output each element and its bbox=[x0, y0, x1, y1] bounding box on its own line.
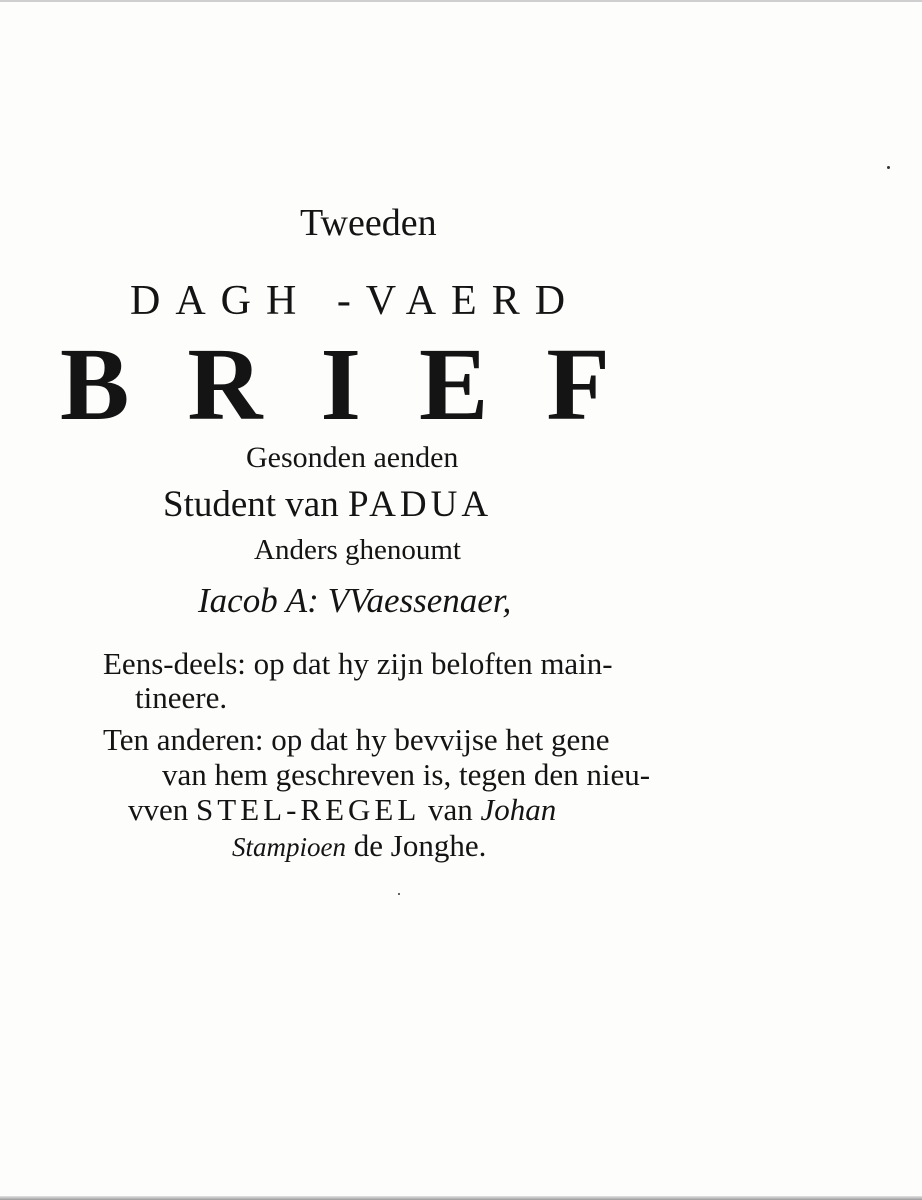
page-bottom-edge bbox=[0, 1196, 922, 1200]
ten-line3-b: van bbox=[428, 792, 473, 827]
purpose-ten-line3 bbox=[128, 794, 556, 825]
ten-line4-name: Stampioen bbox=[232, 832, 346, 862]
purpose-ten-line1: Ten anderen: op dat hy bevvijse het gene bbox=[103, 722, 610, 757]
address-student bbox=[163, 486, 492, 523]
address-anders: Anders ghenoumt bbox=[254, 534, 461, 566]
purpose-eens-line1: Eens-deels: op dat hy zijn beloften main- bbox=[103, 646, 613, 681]
ink-speck bbox=[398, 893, 400, 895]
purpose-ten-line2: van hem geschreven is, tegen den nieu- bbox=[162, 757, 651, 792]
ten-line3-name: Johan bbox=[480, 792, 557, 827]
ten-line3-stel-regel: STEL-REGEL bbox=[196, 792, 421, 827]
ten-line3-a: vven bbox=[128, 792, 189, 827]
purpose-eens-line2: tineere. bbox=[135, 680, 228, 715]
address-name: Iacob A: VVaessenaer, bbox=[198, 581, 512, 620]
ten-line4-rest: de Jonghe. bbox=[353, 828, 487, 863]
address-gesonden: Gesonden aenden bbox=[246, 441, 459, 474]
title-brief: BRIEF bbox=[60, 327, 668, 442]
page-top-edge bbox=[0, 0, 922, 2]
title-tweeden: Tweeden bbox=[300, 202, 437, 244]
student-place: PADUA bbox=[347, 484, 493, 525]
purpose-ten-line4 bbox=[232, 830, 486, 861]
title-dagh-vaerd: DAGH -VAERD bbox=[130, 278, 581, 324]
ink-speck bbox=[887, 166, 890, 169]
student-prefix: Student van bbox=[163, 484, 339, 525]
